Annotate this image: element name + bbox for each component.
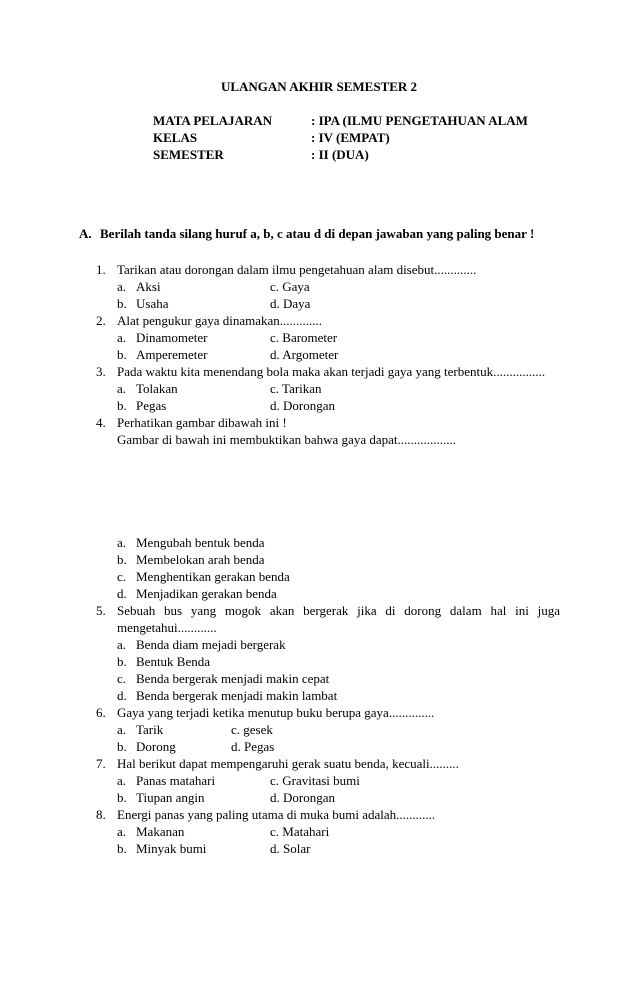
option-letter: a.	[117, 381, 127, 396]
question-number: 4.	[96, 415, 106, 430]
option-text: Bentuk Benda	[136, 654, 211, 669]
question-number: 3.	[96, 364, 106, 379]
header-label-class: KELAS	[153, 130, 198, 145]
option-text: d. Pegas	[231, 739, 275, 754]
option-letter: c.	[117, 569, 127, 584]
option-text: Benda bergerak menjadi makin cepat	[136, 671, 330, 686]
option-text: d. Dorongan	[270, 790, 335, 805]
section-instruction: Berilah tanda silang huruf a, b, c atau d di depan jawaban yang paling benar !	[100, 226, 535, 241]
question-text: Pada waktu kita menendang bola maka akan terjadi gaya yang terbentuk................	[117, 364, 546, 379]
option-letter: b.	[117, 654, 127, 669]
option-text: Usaha	[136, 296, 169, 311]
option-text: Tiupan angin	[136, 790, 205, 805]
option-text: d. Dorongan	[270, 398, 335, 413]
question-number: 8.	[96, 807, 106, 822]
question-text: Gaya yang terjadi ketika menutup buku berupa gaya..............	[117, 705, 435, 720]
option-letter: a.	[117, 722, 127, 737]
question-number: 2.	[96, 313, 106, 328]
question-number: 1.	[96, 262, 106, 277]
option-text: Pegas	[136, 398, 167, 413]
question-subtext: Gambar di bawah ini membuktikan bahwa gaya dapat..................	[117, 432, 456, 447]
option-text: c. gesek	[231, 722, 273, 737]
option-letter: d.	[117, 586, 127, 601]
option-text: Menjadikan gerakan benda	[136, 586, 277, 601]
option-text: c. Gravitasi bumi	[270, 773, 360, 788]
option-letter: b.	[117, 296, 127, 311]
question-subtext: mengetahui............	[117, 620, 217, 635]
option-text: d. Argometer	[270, 347, 339, 362]
question-number: 5.	[96, 603, 106, 618]
option-text: Benda diam mejadi bergerak	[136, 637, 286, 652]
question-text: Perhatikan gambar dibawah ini !	[117, 415, 287, 430]
option-text: Membelokan arah benda	[136, 552, 265, 567]
option-text: Aksi	[136, 279, 161, 294]
option-text: d. Solar	[270, 841, 311, 856]
option-letter: b.	[117, 552, 127, 567]
option-letter: c.	[117, 671, 127, 686]
option-letter: b.	[117, 841, 127, 856]
question-number: 6.	[96, 705, 106, 720]
option-letter: b.	[117, 790, 127, 805]
option-text: Tarik	[136, 722, 164, 737]
option-letter: a.	[117, 637, 127, 652]
option-text: Panas matahari	[136, 773, 216, 788]
section-marker: A.	[79, 226, 92, 241]
option-letter: a.	[117, 773, 127, 788]
option-letter: d.	[117, 688, 127, 703]
option-text: Menghentikan gerakan benda	[136, 569, 290, 584]
header-label-semester: SEMESTER	[153, 147, 224, 162]
option-text: c. Gaya	[270, 279, 310, 294]
header-value-semester: : II (DUA)	[311, 147, 369, 162]
option-letter: a.	[117, 330, 127, 345]
page-title: ULANGAN AKHIR SEMESTER 2	[220, 79, 418, 94]
option-text: Benda bergerak menjadi makin lambat	[136, 688, 338, 703]
option-text: c. Barometer	[270, 330, 338, 345]
option-letter: a.	[117, 535, 127, 550]
question-number: 7.	[96, 756, 106, 771]
option-letter: b.	[117, 739, 127, 754]
option-text: Makanan	[136, 824, 185, 839]
option-text: Dinamometer	[136, 330, 208, 345]
question-text: Hal berikut dapat mempengaruhi gerak suatu benda, kecuali.........	[117, 756, 459, 771]
question-text: Alat pengukur gaya dinamakan.............	[117, 313, 323, 328]
option-text: Dorong	[136, 739, 176, 754]
question-text: Tarikan atau dorongan dalam ilmu pengetahuan alam disebut.............	[117, 262, 477, 277]
option-text: c. Tarikan	[270, 381, 322, 396]
option-letter: b.	[117, 398, 127, 413]
option-text: Tolakan	[136, 381, 178, 396]
option-letter: a.	[117, 824, 127, 839]
header-label-subject: MATA PELAJARAN	[153, 113, 273, 128]
question-text: Sebuah bus yang mogok akan bergerak jika di dorong dalam hal ini juga	[117, 603, 560, 618]
option-letter: a.	[117, 279, 127, 294]
option-text: Amperemeter	[136, 347, 208, 362]
header-value-class: : IV (EMPAT)	[311, 130, 390, 145]
option-text: c. Matahari	[270, 824, 330, 839]
option-letter: b.	[117, 347, 127, 362]
option-text: d. Daya	[270, 296, 311, 311]
option-text: Minyak bumi	[136, 841, 207, 856]
option-text: Mengubah bentuk benda	[136, 535, 265, 550]
question-text: Energi panas yang paling utama di muka bumi adalah............	[117, 807, 436, 822]
header-value-subject: : IPA (ILMU PENGETAHUAN ALAM	[311, 113, 528, 128]
